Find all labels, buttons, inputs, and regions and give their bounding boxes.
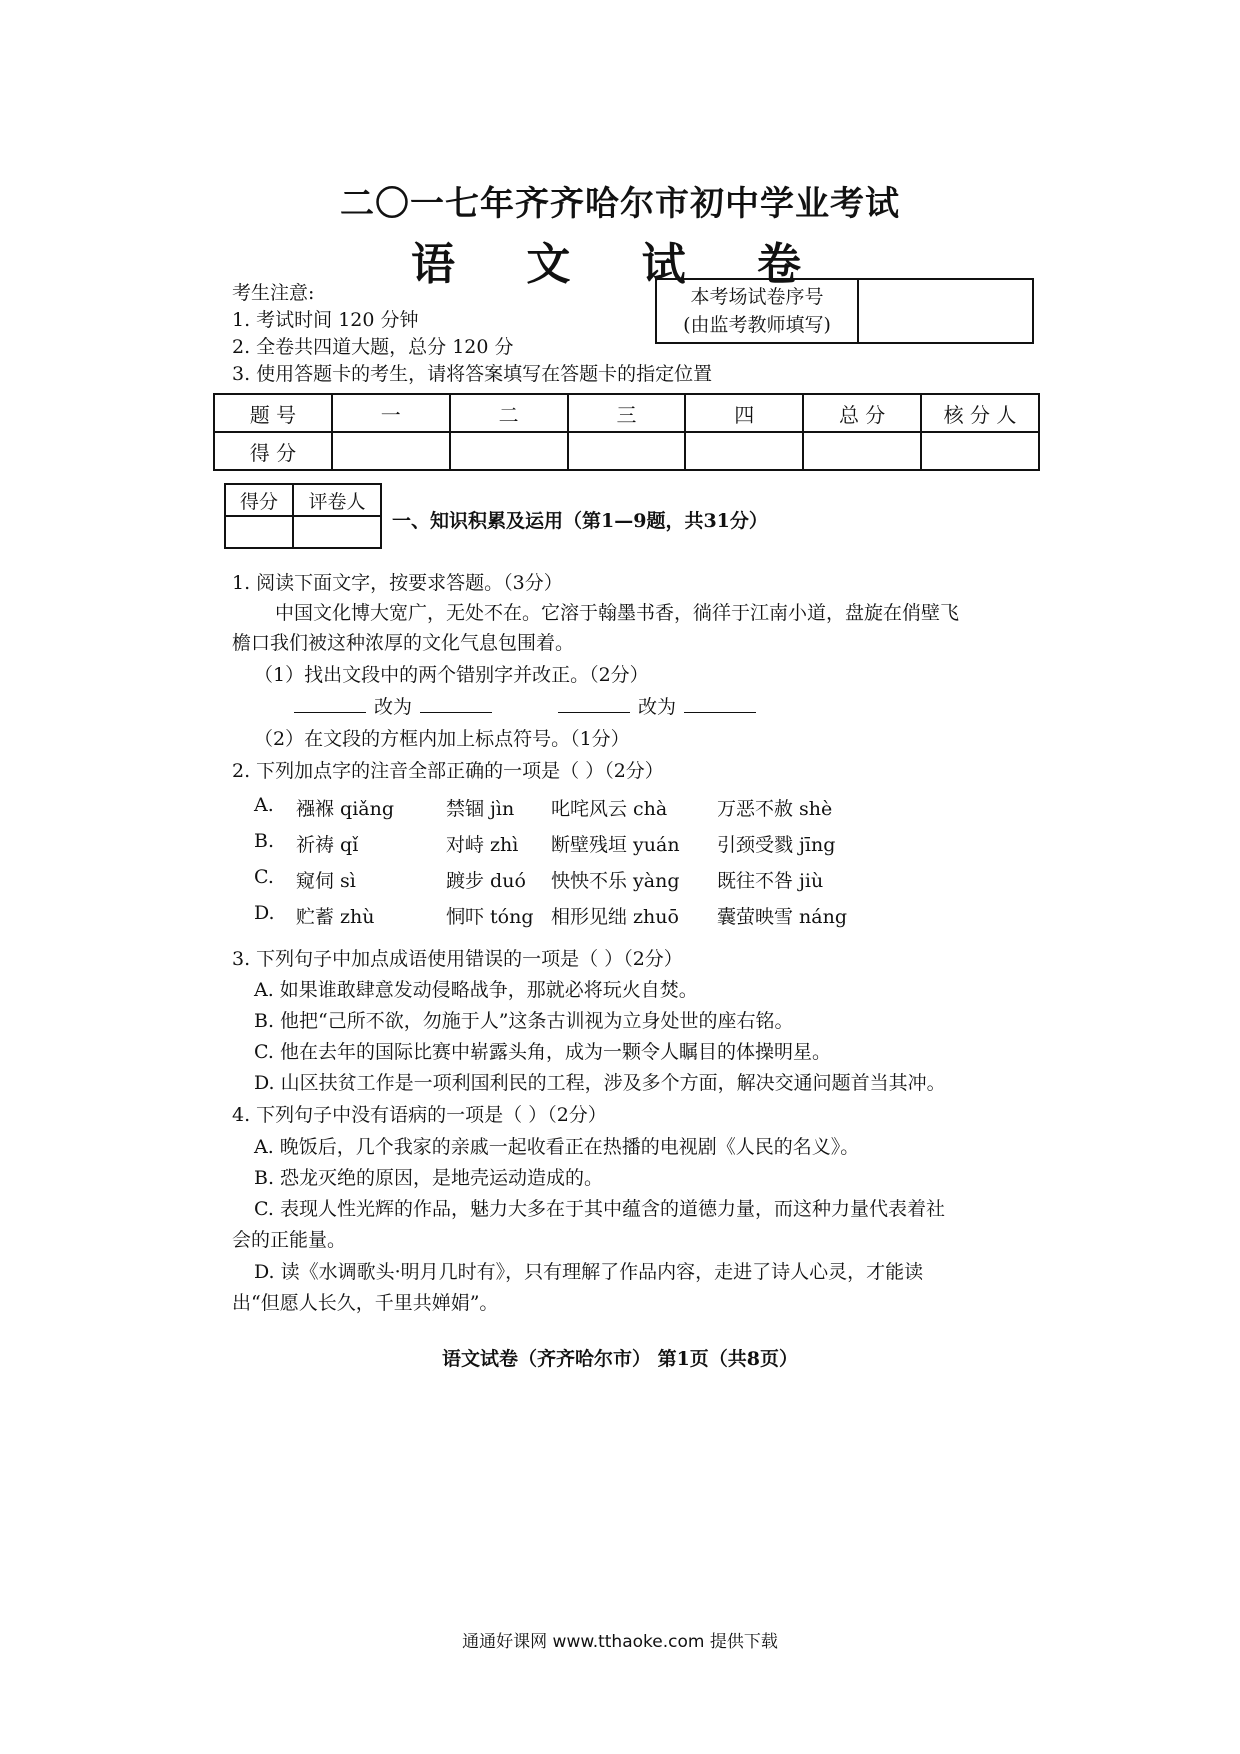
score-row-label: 得 分: [214, 432, 332, 470]
page-footer: 语文试卷（齐齐哈尔市） 第1页（共8页）: [441, 1348, 799, 1370]
score-value-row: [214, 432, 1039, 470]
serial-label-line2: (由监考教师填写): [683, 314, 831, 336]
score-header-cell: 三: [568, 394, 686, 432]
exam-title: 二〇一七年齐齐哈尔市初中学业考试: [340, 184, 900, 224]
q1-sub1: （1）找出文段中的两个错别字并改正。（2分）: [254, 664, 649, 686]
q2-option-letter: A.: [254, 794, 274, 816]
exam-subtitle: 语 文 试 卷: [411, 239, 829, 290]
q2-option-item: 贮蓄 zhù: [296, 906, 375, 928]
change-to-label: 改为: [374, 696, 413, 718]
notice-heading: 考生注意:: [232, 282, 315, 304]
q2-option-item: 万恶不赦 shè: [717, 798, 833, 820]
q3-option: B. 他把“己所不欲，勿施于人”这条古训视为立身处世的座右铭。: [254, 1010, 794, 1032]
q2-option-item: 相形见绌 zhuō: [551, 906, 679, 928]
q1-passage-line: 中国文化博大宽广，无处不在。它溶于翰墨书香，徜徉于江南小道，盘旋在俏壁飞: [275, 602, 960, 624]
grader-box: [224, 483, 382, 549]
score-cell[interactable]: [332, 432, 450, 470]
download-watermark: 通通好课网 www.tthaoke.com 提供下载: [462, 1632, 778, 1652]
serial-label: [657, 280, 859, 342]
q3-option: C. 他在去年的国际比赛中崭露头角，成为一颗令人瞩目的体操明星。: [254, 1041, 831, 1063]
score-header-cell: 总 分: [803, 394, 921, 432]
q4-option: B. 恐龙灭绝的原因，是地壳运动造成的。: [254, 1167, 604, 1189]
grader-score-label: 得分: [225, 484, 293, 516]
q2-option-letter: D.: [254, 902, 275, 924]
q2-option-item: 囊萤映雪 náng: [717, 906, 848, 928]
q2-option-item: 踱步 duó: [446, 870, 526, 892]
q4-option: C. 表现人性光辉的作品，魅力大多在于其中蕴含的道德力量，而这种力量代表着社: [254, 1198, 945, 1220]
q2-option-item: 叱咤风云 chà: [551, 798, 668, 820]
answer-blank[interactable]: [558, 694, 630, 713]
serial-label-line1: 本考场试卷序号: [690, 286, 824, 308]
change-to-label: 改为: [638, 696, 677, 718]
q2-option-item: 祈祷 qǐ: [296, 834, 359, 856]
q2-option-item: 既往不咎 jiù: [717, 870, 824, 892]
answer-blank[interactable]: [294, 694, 366, 713]
q1-answer-line: [286, 692, 500, 719]
q4-option-cont: 会的正能量。: [232, 1229, 347, 1251]
q1-passage-line: 檐口我们被这种浓厚的文化气息包围着。: [232, 632, 575, 654]
q2-option-item: 对峙 zhì: [446, 834, 519, 856]
candidate-notice: [232, 280, 712, 388]
grader-score-cell[interactable]: [225, 516, 293, 548]
grader-name-cell[interactable]: [293, 516, 381, 548]
notice-item: 2. 全卷共四道大题，总分 120 分: [232, 336, 514, 358]
q2-option-item: 禁锢 jìn: [446, 798, 515, 820]
q4-option: A. 晚饭后，几个我家的亲戚一起收看正在热播的电视剧《人民的名义》。: [254, 1136, 860, 1158]
answer-blank[interactable]: [684, 694, 756, 713]
q3-option: A. 如果谁敢肆意发动侵略战争，那就必将玩火自焚。: [254, 979, 698, 1001]
q3-stem: 3. 下列句子中加点成语使用错误的一项是（ ）（2分）: [232, 948, 683, 970]
score-header-cell: 题 号: [214, 394, 332, 432]
q3-option: D. 山区扶贫工作是一项利国利民的工程，涉及多个方面，解决交通问题首当其冲。: [254, 1072, 946, 1094]
score-cell[interactable]: [568, 432, 686, 470]
score-header-row: [214, 394, 1039, 432]
q2-option-item: 窥伺 sì: [296, 870, 356, 892]
grader-name-label: 评卷人: [293, 484, 381, 516]
q4-option: D. 读《水调歌头·明月几时有》，只有理解了作品内容，走进了诗人心灵，才能读: [254, 1261, 924, 1283]
q1-answer-line: [550, 692, 764, 719]
score-header-cell: 核 分 人: [921, 394, 1039, 432]
q4-option-cont: 出“但愿人长久，千里共婵娟”。: [232, 1292, 499, 1314]
q2-option-letter: B.: [254, 830, 275, 852]
q2-option-item: 断壁残垣 yuán: [551, 834, 680, 856]
paper-serial-box: [655, 278, 1034, 344]
serial-fill-cell[interactable]: [859, 280, 1032, 342]
score-cell[interactable]: [921, 432, 1039, 470]
score-cell[interactable]: [803, 432, 921, 470]
q1-sub2: （2）在文段的方框内加上标点符号。（1分）: [254, 728, 630, 750]
score-header-cell: 四: [685, 394, 803, 432]
answer-blank[interactable]: [420, 694, 492, 713]
q2-stem: 2. 下列加点字的注音全部正确的一项是（ ）（2分）: [232, 760, 664, 782]
score-header-cell: 一: [332, 394, 450, 432]
q2-option-item: 恫吓 tóng: [446, 906, 534, 928]
score-cell[interactable]: [450, 432, 568, 470]
notice-item: 1. 考试时间 120 分钟: [232, 309, 419, 331]
section-title: 一、知识积累及运用（第1—9题，共31分）: [392, 510, 768, 532]
q1-stem: 1. 阅读下面文字，按要求答题。（3分）: [232, 572, 563, 594]
q2-option-item: 怏怏不乐 yàng: [551, 870, 680, 892]
notice-item: 3. 使用答题卡的考生，请将答案填写在答题卡的指定位置: [232, 363, 713, 385]
q2-option-item: 引颈受戮 jīng: [717, 834, 836, 856]
score-table: [213, 393, 1040, 471]
q2-option-item: 襁褓 qiǎng: [296, 798, 395, 820]
score-cell[interactable]: [685, 432, 803, 470]
score-header-cell: 二: [450, 394, 568, 432]
q4-stem: 4. 下列句子中没有语病的一项是（ ）（2分）: [232, 1104, 607, 1126]
q2-option-letter: C.: [254, 866, 274, 888]
